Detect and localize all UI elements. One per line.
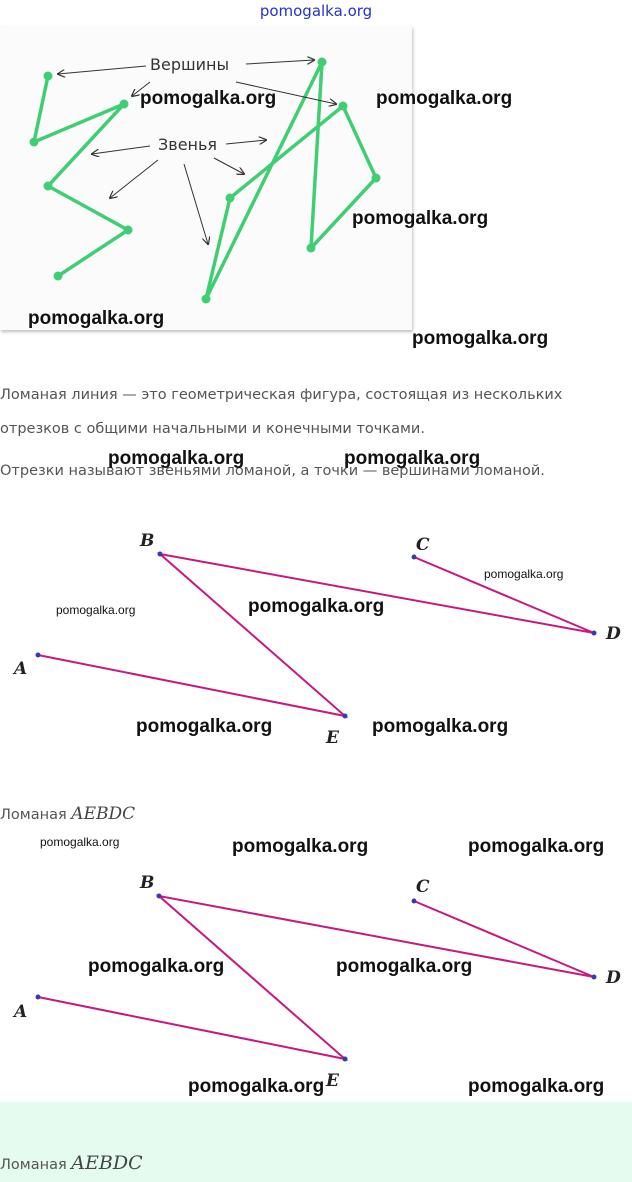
label-e: E <box>326 1071 339 1091</box>
watermark: pomogalka.org <box>336 956 473 977</box>
label-b: B <box>140 531 155 551</box>
label-a: A <box>14 659 28 679</box>
point-d <box>592 631 597 636</box>
watermark: pomogalka.org <box>28 308 165 329</box>
definition-line-2: отрезков с общими начальными и конечными точками. <box>0 421 425 437</box>
watermark: pomogalka.org <box>248 596 385 617</box>
label-d: D <box>606 968 621 988</box>
watermark: pomogalka.org <box>372 716 509 737</box>
polyline-diagram-2 <box>0 862 632 1102</box>
watermark: pomogalka.org <box>188 1076 325 1097</box>
point-b <box>157 894 162 899</box>
point-e <box>343 1057 348 1062</box>
label-c: C <box>416 877 430 897</box>
vertices-label: Вершины <box>150 55 230 74</box>
watermark: pomogalka.org <box>88 956 225 977</box>
label-b: B <box>140 873 155 893</box>
polyline-diagram-1 <box>0 520 632 760</box>
label-a: A <box>14 1002 28 1022</box>
definition-line-1: Ломаная линия — это геометрическая фигура, состоящая из нескольких <box>0 387 563 403</box>
watermark: pomogalka.org <box>136 716 273 737</box>
label-e: E <box>326 728 339 748</box>
watermark: pomogalka.org <box>468 1076 605 1097</box>
watermark: pomogalka.org <box>468 836 605 857</box>
watermark: pomogalka.org <box>412 328 549 349</box>
polyline-illustration-card <box>0 26 412 330</box>
site-header-link[interactable]: pomogalka.org <box>259 2 373 20</box>
watermark: pomogalka.org <box>232 836 369 857</box>
point-c <box>412 899 417 904</box>
caption-1-prefix: Ломаная <box>0 807 67 823</box>
point-c <box>412 555 417 560</box>
point-d <box>592 975 597 980</box>
left-polyline <box>34 76 128 276</box>
links-label: Звенья <box>158 135 218 154</box>
label-d: D <box>606 624 621 644</box>
point-b <box>158 552 163 557</box>
definition-line-3: Отрезки называют звеньями ломаной, а точки — вершинами ломаной. <box>0 463 545 479</box>
point-a <box>36 653 41 658</box>
watermark: pomogalka.org <box>140 88 277 109</box>
caption-2-prefix: Ломаная <box>0 1157 67 1173</box>
label-c: C <box>416 535 430 555</box>
watermark: pomogalka.org <box>40 835 120 849</box>
watermark: pomogalka.org <box>376 88 513 109</box>
point-e <box>343 714 348 719</box>
caption-1 <box>0 804 135 824</box>
watermark: pomogalka.org <box>56 603 136 617</box>
watermark: pomogalka.org <box>352 208 489 229</box>
point-a <box>36 995 41 1000</box>
caption-2 <box>0 1152 143 1174</box>
polyline-illustration <box>0 26 412 330</box>
caption-1-name: AEBDC <box>71 804 136 824</box>
caption-2-name: AEBDC <box>71 1152 143 1174</box>
watermark: pomogalka.org <box>484 567 564 581</box>
watermark: pomogalka.org <box>344 448 481 469</box>
watermark: pomogalka.org <box>108 448 245 469</box>
